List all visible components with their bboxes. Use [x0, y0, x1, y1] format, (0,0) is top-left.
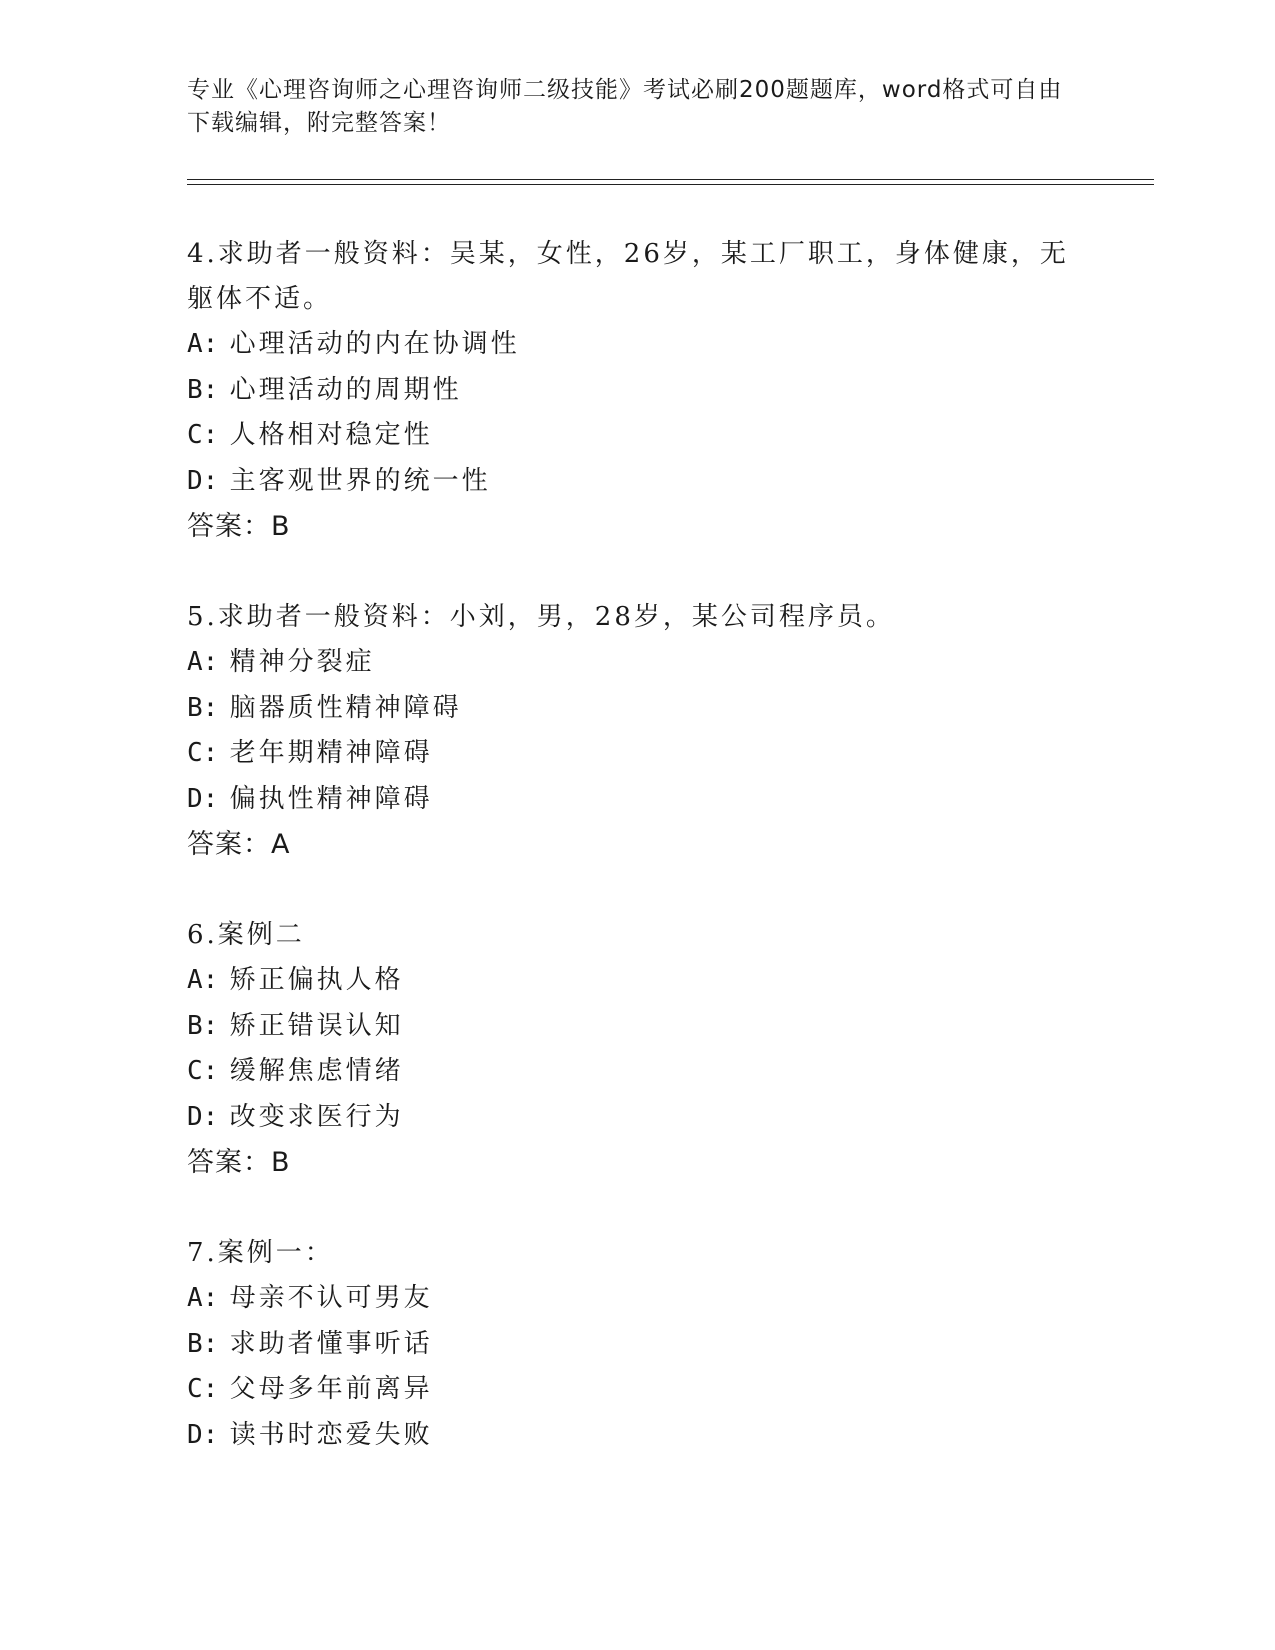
option-letter: D: [187, 465, 219, 496]
option-c [187, 1367, 1087, 1413]
option-c [187, 413, 1087, 459]
option-letter: C: [187, 738, 219, 768]
option-text: 改变求医行为 [229, 1101, 404, 1132]
option-text: 精神分裂症 [229, 647, 375, 677]
option-letter: A: [187, 329, 219, 359]
header-divider-top [187, 179, 1154, 180]
option-letter: B: [187, 374, 219, 405]
option-letter: C: [187, 1056, 219, 1086]
question-stem: 7.案例一： [187, 1238, 334, 1268]
option-text: 母亲不认可男友 [229, 1283, 433, 1313]
option-b [187, 686, 1087, 732]
document-header: 专业《心理咨询师之心理咨询师二级技能》考试必刷200题题库，word格式可自由下载编辑，附完整答案！ [187, 77, 1063, 136]
option-d [187, 1413, 1087, 1459]
option-letter: A: [187, 1283, 219, 1313]
answer-line: 答案：B [187, 1147, 291, 1178]
option-text: 偏执性精神障碍 [229, 783, 433, 814]
option-letter: D: [187, 783, 219, 814]
option-letter: B: [187, 692, 219, 723]
question-item [187, 1231, 1087, 1458]
option-text: 心理活动的周期性 [229, 374, 462, 405]
option-text: 求助者懂事听话 [229, 1328, 433, 1359]
option-text: 老年期精神障碍 [229, 738, 433, 768]
option-a [187, 640, 1087, 686]
option-a [187, 958, 1087, 1004]
question-stem: 6.案例二 [187, 920, 305, 950]
question-item [187, 232, 1087, 550]
option-text: 主客观世界的统一性 [229, 465, 491, 496]
header-divider-bottom [187, 184, 1154, 185]
option-text: 缓解焦虑情绪 [229, 1056, 404, 1086]
option-text: 读书时恋爱失败 [229, 1419, 433, 1450]
option-letter: A: [187, 965, 219, 995]
option-b [187, 1004, 1087, 1050]
option-b [187, 1322, 1087, 1368]
question-item [187, 913, 1087, 1186]
answer-line: 答案：A [187, 829, 291, 860]
option-letter: B: [187, 1328, 219, 1359]
option-letter: D: [187, 1101, 219, 1132]
question-stem: 4.求助者一般资料：吴某，女性，26岁，某工厂职工，身体健康，无躯体不适。 [187, 239, 1069, 314]
option-text: 矫正错误认知 [229, 1010, 404, 1041]
option-letter: C: [187, 420, 219, 450]
option-b [187, 368, 1087, 414]
option-c [187, 1049, 1087, 1095]
option-letter: A: [187, 647, 219, 677]
option-d [187, 1095, 1087, 1141]
option-text: 父母多年前离异 [229, 1374, 433, 1404]
question-list [187, 232, 1087, 1503]
option-d [187, 777, 1087, 823]
option-c [187, 731, 1087, 777]
question-item [187, 595, 1087, 868]
answer-line: 答案：B [187, 511, 291, 542]
option-a [187, 322, 1087, 368]
question-stem: 5.求助者一般资料：小刘，男，28岁，某公司程序员。 [187, 602, 895, 632]
option-text: 心理活动的内在协调性 [229, 329, 520, 359]
option-a [187, 1276, 1087, 1322]
option-letter: C: [187, 1374, 219, 1404]
option-text: 脑器质性精神障碍 [229, 692, 462, 723]
option-text: 矫正偏执人格 [229, 965, 404, 995]
option-letter: D: [187, 1419, 219, 1450]
option-d [187, 459, 1087, 505]
option-text: 人格相对稳定性 [229, 420, 433, 450]
option-letter: B: [187, 1010, 219, 1041]
